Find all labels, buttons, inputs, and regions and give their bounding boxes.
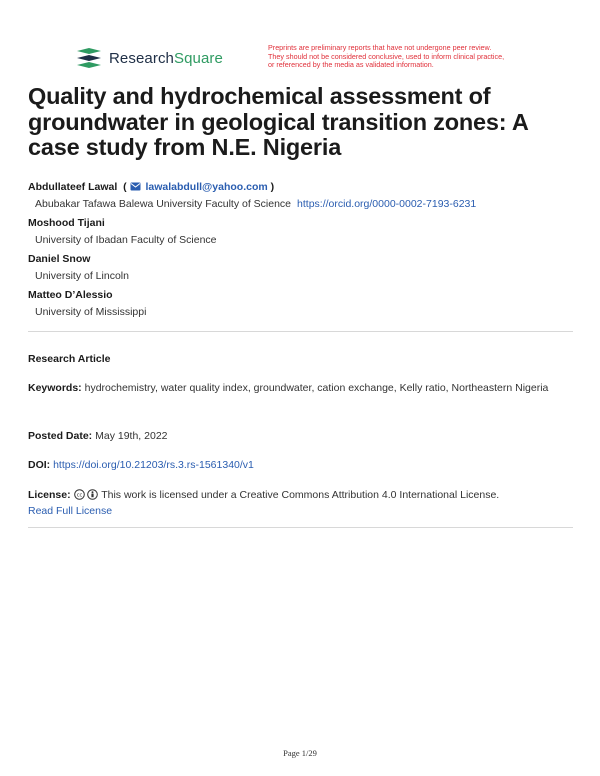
logo-text: ResearchSquare [109,49,223,67]
page-number: Page 1/29 [283,748,317,758]
author-affiliation: University of Mississippi [35,306,147,318]
page-title: Quality and hydrochemical assessment of groundwater in geological transition zones: A case study from N.E. Nigeria [28,83,528,160]
author-email-link[interactable]: lawalabdull@yahoo.com [145,181,268,193]
research-square-logo-icon [75,47,103,69]
author-affiliation: University of Ibadan Faculty of Science [35,234,217,246]
notice-line: They should not be considered conclusive, used to inform clinical practice, [268,51,505,61]
research-square-logo [75,47,223,69]
mail-icon [130,182,141,191]
author-affiliation: University of Lincoln [35,270,129,282]
author-affiliation: Abubakar Tafawa Balewa University Faculty of Science https://orcid.org/0000-0002-7193-6231 [35,198,477,210]
preprint-notice [268,44,548,70]
posted-date: Posted Date: May 19th, 2022 [28,430,168,442]
author-name: Daniel Snow [28,253,91,265]
attribution-icon [87,489,98,500]
creative-commons-icon [74,489,85,500]
notice-line: or referenced by the media as validated information. [268,60,434,70]
doi-link[interactable]: https://doi.org/10.21203/rs.3.rs-1561340/v1 [53,459,254,471]
license: License: cc This work is licensed under a Creative Commons Attribution 4.0 International License. Read Full License [28,489,500,517]
author-list [28,180,573,324]
notice-line: Preprints are preliminary reports that have not undergone peer review. [268,43,492,52]
article-type: Research Article [28,353,111,365]
divider [28,527,573,528]
orcid-link[interactable]: https://orcid.org/0000-0002-7193-6231 [297,198,477,210]
doi: DOI: https://doi.org/10.21203/rs.3.rs-1561340/v1 [28,459,254,471]
divider [28,331,573,332]
author-name: Matteo D’Alessio [28,289,113,301]
read-full-license-link[interactable]: Read Full License [28,505,113,517]
svg-text:cc: cc [76,492,82,499]
author-name: Abdullateef Lawal ( lawalabdull@yahoo.com ) [28,181,275,193]
author-name: Moshood Tijani [28,217,105,229]
keywords: Keywords: hydrochemistry, water quality index, groundwater, cation exchange, Kelly ratio, Northeastern Nigeria [28,382,549,394]
